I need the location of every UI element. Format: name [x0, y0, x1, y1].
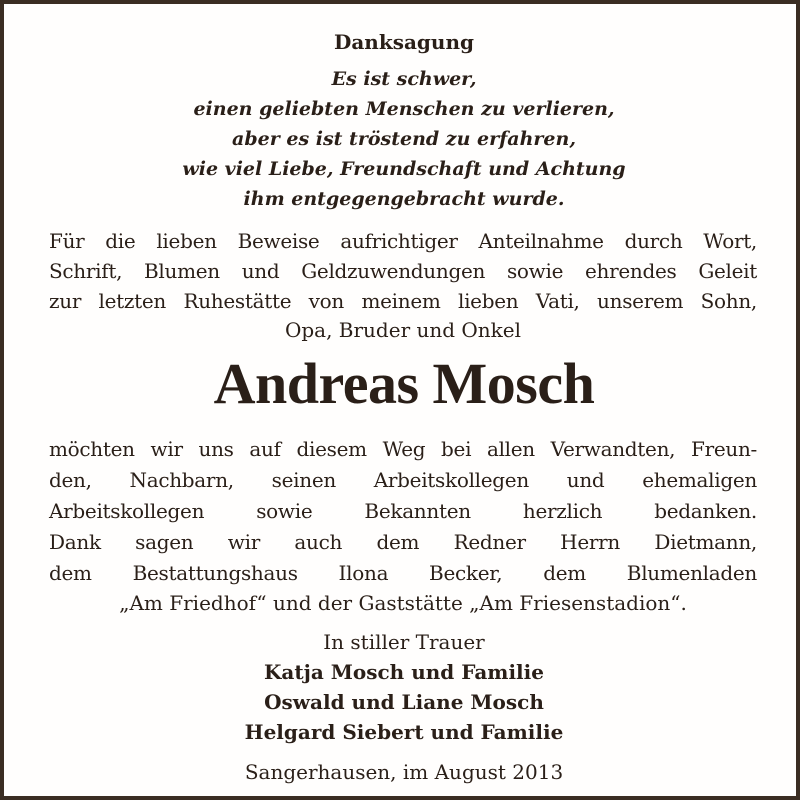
- intro-line: zur letzten Ruhestätte von meinem lieben Vati, unserem Sohn,: [49, 289, 757, 313]
- quote-line: ihm entgegengebracht wurde.: [243, 188, 565, 210]
- signatory: Oswald und Liane Mosch: [264, 690, 544, 714]
- intro-line: Opa, Bruder und Onkel: [284, 318, 522, 342]
- quote-line: einen geliebten Menschen zu verlieren,: [193, 98, 615, 120]
- intro-line: Für die lieben Beweise aufrichtiger Anteilnahme durch Wort,: [49, 229, 757, 253]
- signatory: Katja Mosch und Familie: [264, 660, 544, 684]
- thanks-line: möchten wir uns auf diesem Weg bei allen Verwandten, Freun-: [49, 437, 757, 461]
- thanks-line: „Am Friedhof“ und der Gaststätte „Am Friesenstadion“.: [119, 591, 687, 615]
- deceased-name: Andreas Mosch: [213, 351, 595, 416]
- signatory: Helgard Siebert und Familie: [244, 720, 564, 744]
- quote-line: aber es ist tröstend zu erfahren,: [232, 128, 576, 150]
- quote-line: wie viel Liebe, Freundschaft und Achtung: [182, 158, 626, 180]
- place-date: Sangerhausen, im August 2013: [244, 760, 564, 784]
- thanks-line: dem Bestattungshaus Ilona Becker, dem Blumenladen: [49, 561, 757, 585]
- thanks-line: Arbeitskollegen sowie Bekannten herzlich bedanken.: [49, 499, 757, 523]
- mourning-label: In stiller Trauer: [323, 630, 485, 654]
- thanks-line: den, Nachbarn, seinen Arbeitskollegen und ehemaligen: [49, 468, 757, 492]
- thanks-line: Dank sagen wir auch dem Redner Herrn Dietmann,: [49, 530, 757, 554]
- quote-line: Es ist schwer,: [331, 68, 477, 90]
- notice-heading: Danksagung: [334, 30, 474, 54]
- intro-line: Schrift, Blumen und Geldzuwendungen sowie ehrendes Geleit: [49, 259, 757, 283]
